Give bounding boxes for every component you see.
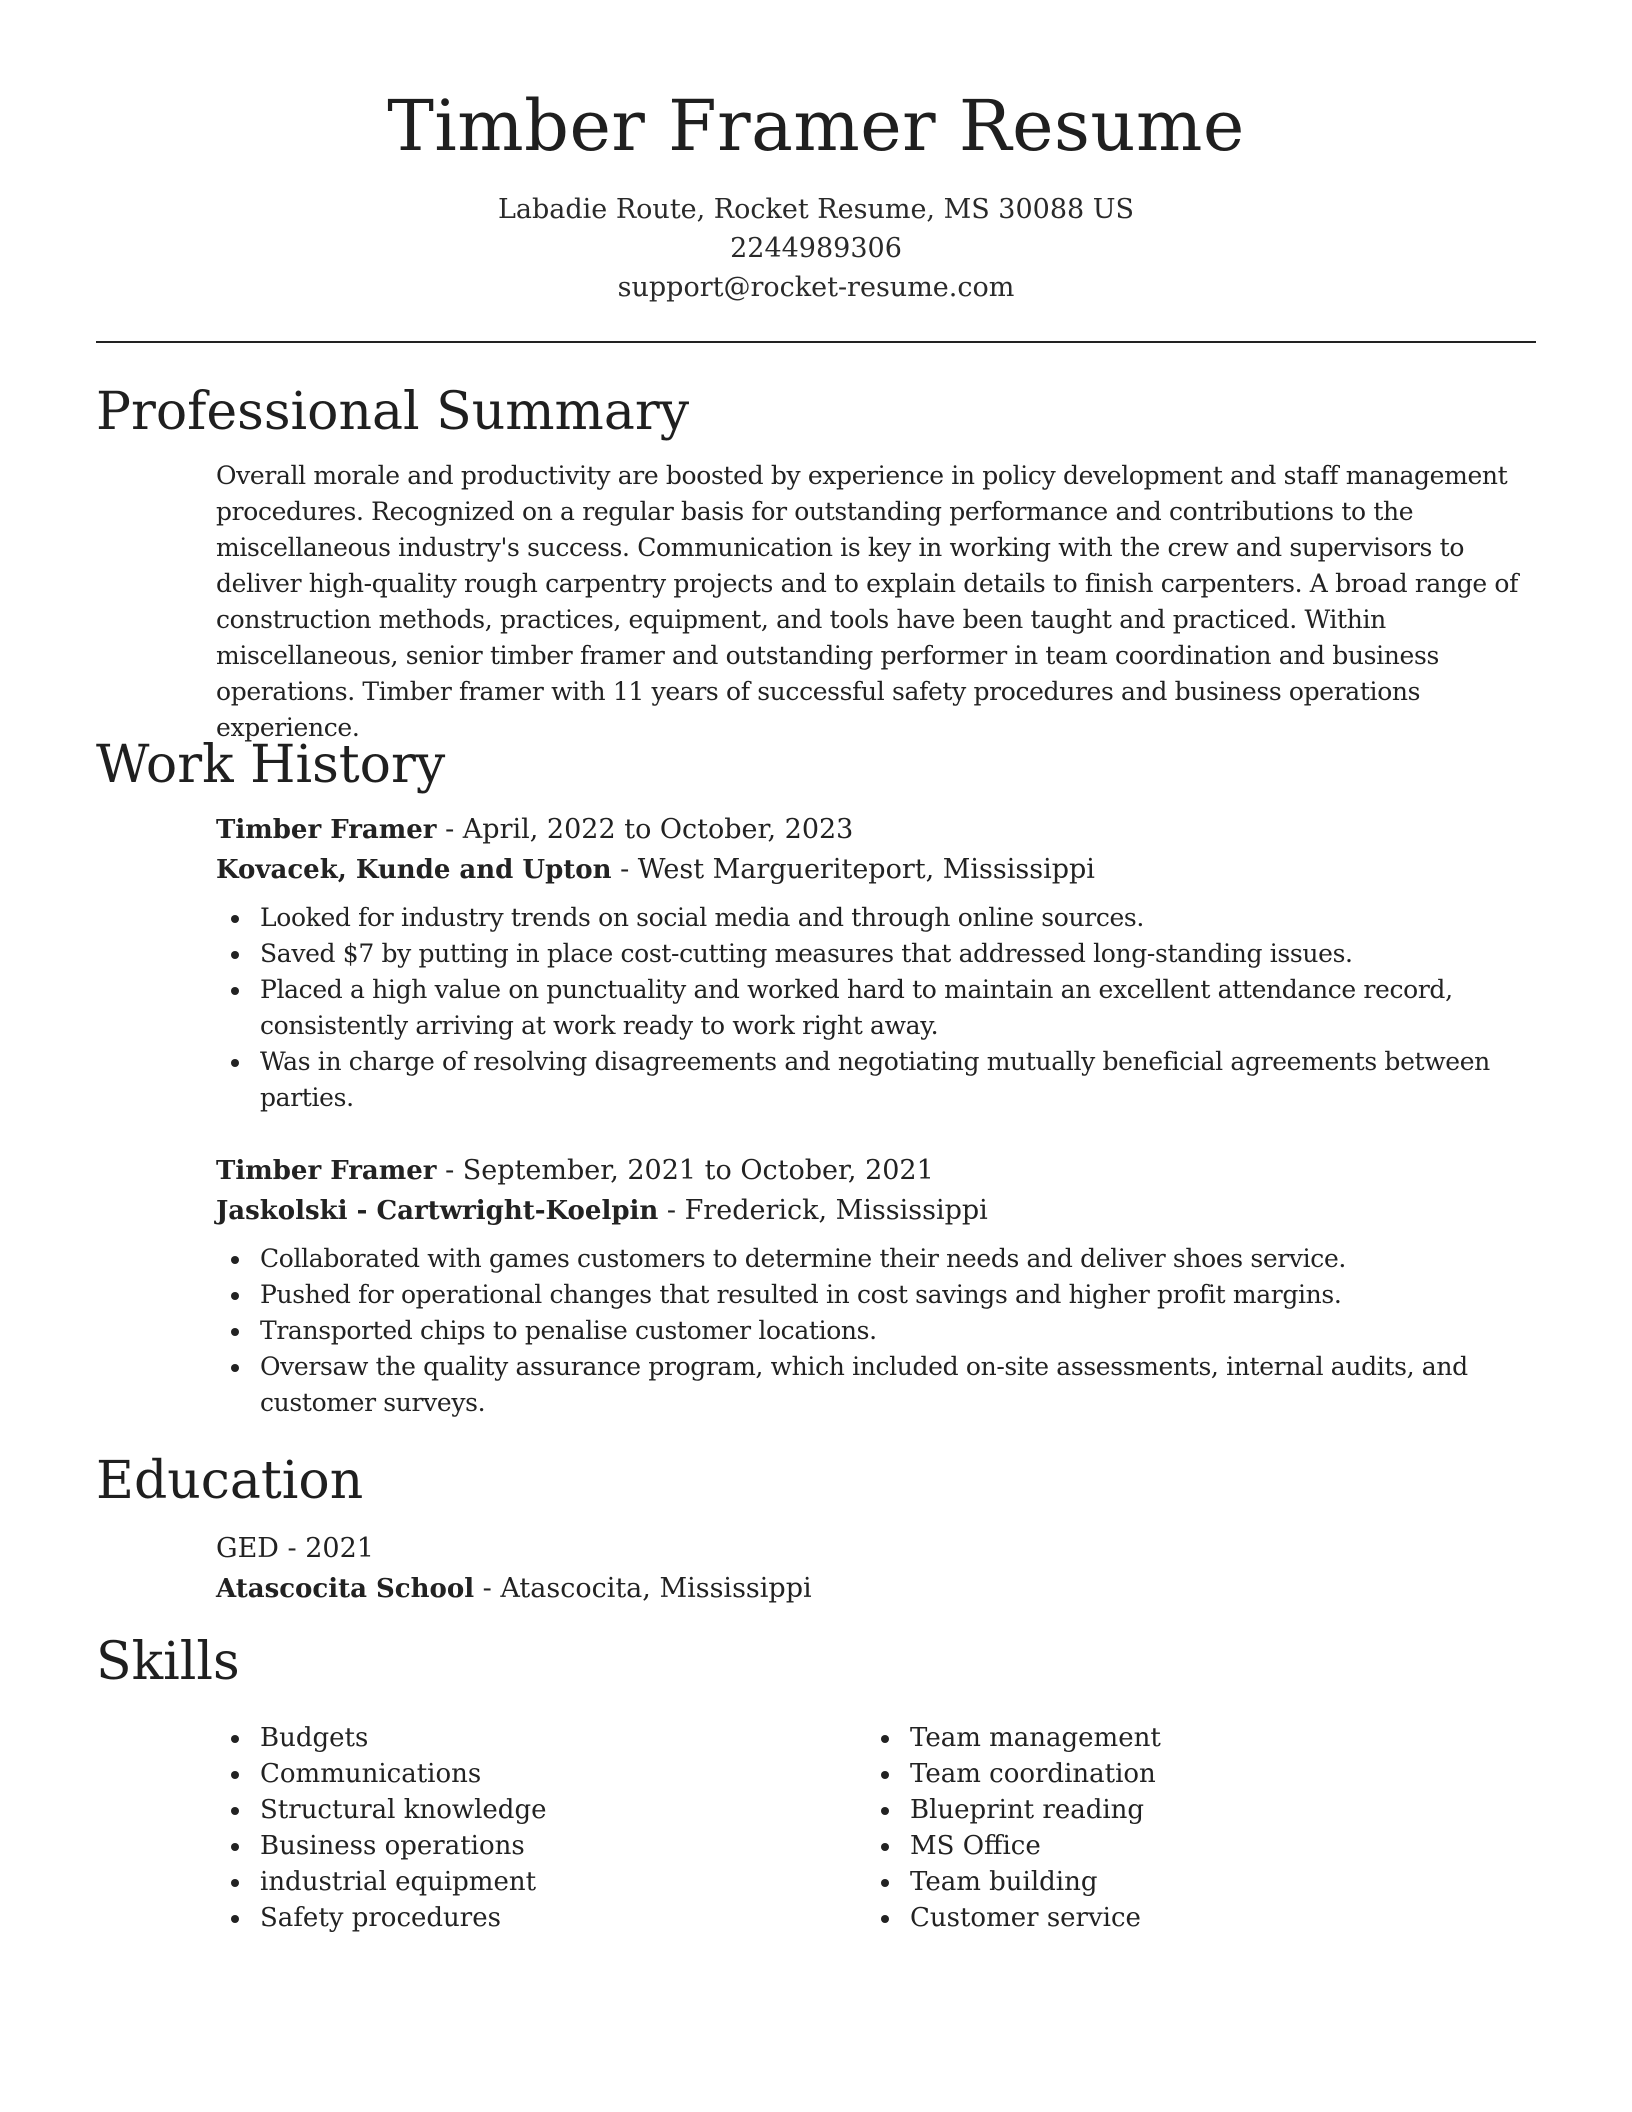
skills-column-right — [866, 1720, 1466, 1936]
list-item: Looked for industry trends on social media and through online sources. — [216, 900, 1536, 936]
job-dates: - September, 2021 to October, 2021 — [436, 1155, 934, 1186]
job-company: Kovacek, Kunde and Upton — [216, 855, 612, 885]
skill-item: Team building — [866, 1864, 1466, 1900]
skill-item: Blueprint reading — [866, 1792, 1466, 1828]
list-item: Collaborated with games customers to determine their needs and deliver shoes service. — [216, 1241, 1536, 1277]
skill-item: Budgets — [216, 1720, 816, 1756]
list-item: Pushed for operational changes that resulted in cost savings and higher profit margins. — [216, 1277, 1536, 1313]
job-title: Timber Framer — [216, 815, 437, 845]
email: support@rocket-resume.com — [617, 272, 1015, 303]
job-entry — [216, 810, 1536, 1116]
job-title-line — [216, 1151, 1536, 1191]
skills-list — [866, 1720, 1466, 1936]
education-heading: Education — [96, 1451, 364, 1511]
skill-item: MS Office — [866, 1828, 1466, 1864]
education-entry — [216, 1529, 1536, 1609]
job-title: Timber Framer — [216, 1156, 437, 1186]
phone: 2244989306 — [730, 233, 902, 264]
skill-item: Structural knowledge — [216, 1792, 816, 1828]
job-entry — [216, 1151, 1536, 1421]
job-company: Jaskolski - Cartwright-Koelpin — [216, 1196, 659, 1226]
skills-heading: Skills — [96, 1632, 240, 1692]
education-degree: GED - 2021 — [216, 1533, 374, 1564]
job-company-line — [216, 1191, 1536, 1231]
address: Labadie Route, Rocket Resume, MS 30088 US — [497, 194, 1135, 225]
skill-item: Team coordination — [866, 1756, 1466, 1792]
skill-item: Customer service — [866, 1900, 1466, 1936]
skills-column-left — [216, 1720, 816, 1936]
education-school: Atascocita School — [216, 1574, 475, 1604]
job-location: - West Margueriteport, Mississippi — [611, 854, 1095, 885]
skill-item: Team management — [866, 1720, 1466, 1756]
education-school-line — [216, 1569, 1536, 1609]
skill-item: Communications — [216, 1756, 816, 1792]
contact-block — [0, 190, 1632, 307]
job-company-line — [216, 850, 1536, 890]
summary-heading: Professional Summary — [96, 382, 690, 442]
summary-text: Overall morale and productivity are boosted by experience in policy development and staff management procedures. Recognized on a regular basis for outstanding performance and contributions to the miscellaneous industry's success. Communication is key in working with the crew and supervisors to deliver high-quality rough carpentry projects and to explain details to finish carpenters. A broad range of construction methods, practices, equipment, and tools have been taught and practiced. Within miscellaneous, senior timber framer and outstanding performer in team coordination and business operations. Timber framer with 11 years of successful safety procedures and business operations experience. — [216, 461, 1519, 742]
job-dates: - April, 2022 to October, 2023 — [436, 814, 854, 845]
skill-item: Business operations — [216, 1828, 816, 1864]
list-item: Saved $7 by putting in place cost-cutting measures that addressed long-standing issues. — [216, 936, 1536, 972]
list-item: Was in charge of resolving disagreements and negotiating mutually beneficial agreements between parties. — [216, 1044, 1536, 1116]
job-bullets — [216, 1241, 1536, 1421]
skills-list — [216, 1720, 816, 1936]
list-item: Transported chips to penalise customer locations. — [216, 1313, 1536, 1349]
list-item: Placed a high value on punctuality and worked hard to maintain an excellent attendance record, consistently arriving at work ready to work right away. — [216, 972, 1536, 1044]
education-location: - Atascocita, Mississippi — [474, 1573, 812, 1604]
page-title: Timber Framer Resume — [387, 85, 1245, 167]
job-location: - Frederick, Mississippi — [658, 1195, 988, 1226]
list-item: Oversaw the quality assurance program, which included on-site assessments, internal audits, and customer surveys. — [216, 1349, 1536, 1421]
job-bullets — [216, 900, 1536, 1116]
skill-item: Safety procedures — [216, 1900, 816, 1936]
job-title-line — [216, 810, 1536, 850]
work-history-heading: Work History — [96, 735, 446, 795]
skill-item: industrial equipment — [216, 1864, 816, 1900]
header-divider — [96, 341, 1536, 343]
